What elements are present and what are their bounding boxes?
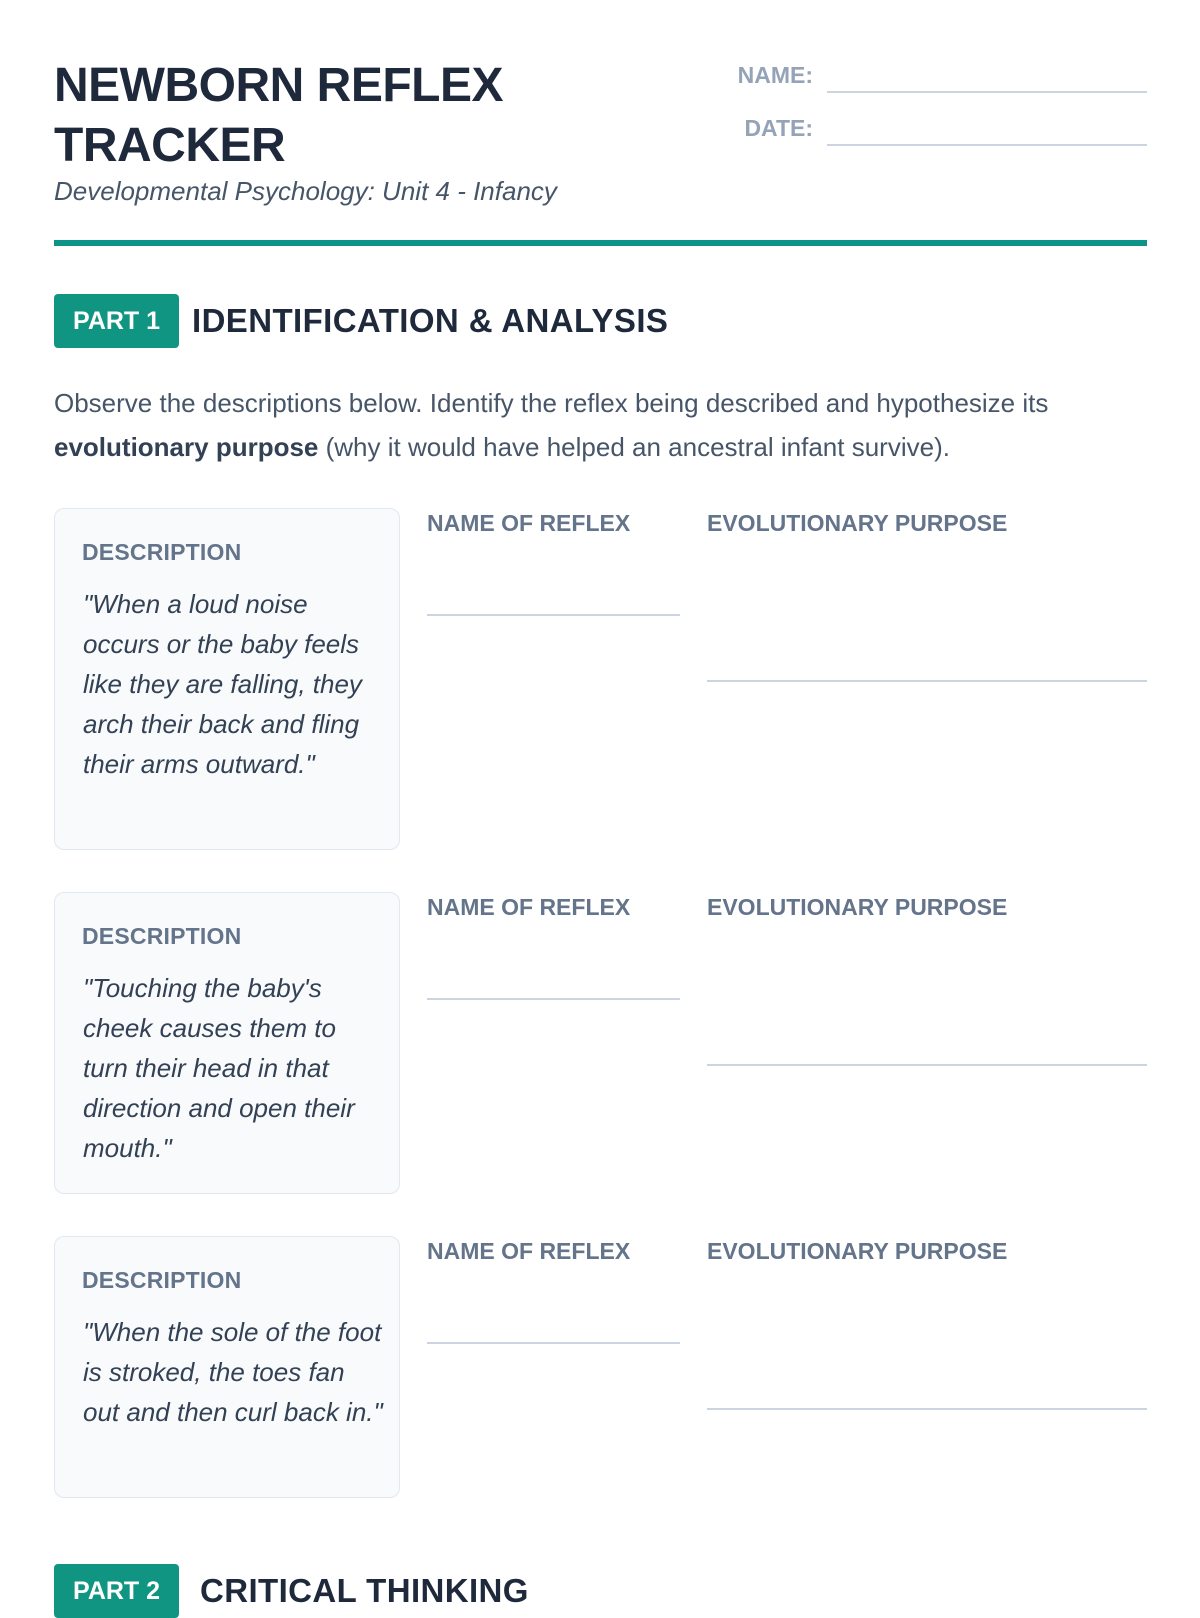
page-subtitle: Developmental Psychology: Unit 4 - Infancy (54, 176, 557, 206)
description-text: "When the sole of the foot is stroked, the toes fan out and then curl back in." (83, 1317, 383, 1427)
instructions-text-end: (why it would have helped an ancestral infant survive). (318, 432, 950, 462)
description-card (54, 892, 400, 1194)
part2-badge: PART 2 (54, 1564, 179, 1618)
evolutionary-purpose-label: EVOLUTIONARY PURPOSE (707, 510, 1008, 536)
reflex-name-answer[interactable] (427, 1342, 680, 1344)
evolutionary-purpose-answer[interactable] (707, 1064, 1147, 1066)
instructions-text: Observe the descriptions below. Identify the reflex being described and hypothesize its (54, 388, 1049, 418)
description-text: "When a loud noise occurs or the baby feels like they are falling, they arch their back and fling their arms outward." (83, 589, 362, 779)
name-field[interactable] (827, 91, 1147, 93)
description-text: "Touching the baby's cheek causes them to turn their head in that direction and open their mouth." (83, 973, 355, 1163)
part2-title: CRITICAL THINKING (200, 1572, 529, 1609)
description-label: DESCRIPTION (82, 1267, 242, 1293)
description-label: DESCRIPTION (82, 539, 242, 565)
date-label: DATE: (744, 115, 813, 141)
evolutionary-purpose-label: EVOLUTIONARY PURPOSE (707, 1238, 1008, 1264)
part1-badge: PART 1 (54, 294, 179, 348)
description-card (54, 508, 400, 850)
name-row (674, 60, 1147, 100)
header-divider (54, 240, 1147, 246)
evolutionary-purpose-label: EVOLUTIONARY PURPOSE (707, 894, 1008, 920)
reflex-name-label: NAME OF REFLEX (427, 1238, 631, 1264)
evolutionary-purpose-answer[interactable] (707, 680, 1147, 682)
reflex-name-label: NAME OF REFLEX (427, 510, 631, 536)
reflex-name-answer[interactable] (427, 998, 680, 1000)
date-row (674, 113, 1147, 153)
page-title: NEWBORN REFLEX TRACKER (54, 59, 503, 172)
date-field[interactable] (827, 144, 1147, 146)
reflex-name-label: NAME OF REFLEX (427, 894, 631, 920)
part1-instructions (54, 381, 1147, 469)
evolutionary-purpose-answer[interactable] (707, 1408, 1147, 1410)
instructions-emphasis: evolutionary purpose (54, 432, 319, 462)
description-label: DESCRIPTION (82, 923, 242, 949)
worksheet-page (54, 0, 1147, 1609)
part1-title: IDENTIFICATION & ANALYSIS (192, 302, 669, 339)
worksheet-header (54, 56, 1147, 246)
reflex-name-answer[interactable] (427, 614, 680, 616)
description-card (54, 1236, 400, 1498)
name-label: NAME: (737, 62, 813, 88)
